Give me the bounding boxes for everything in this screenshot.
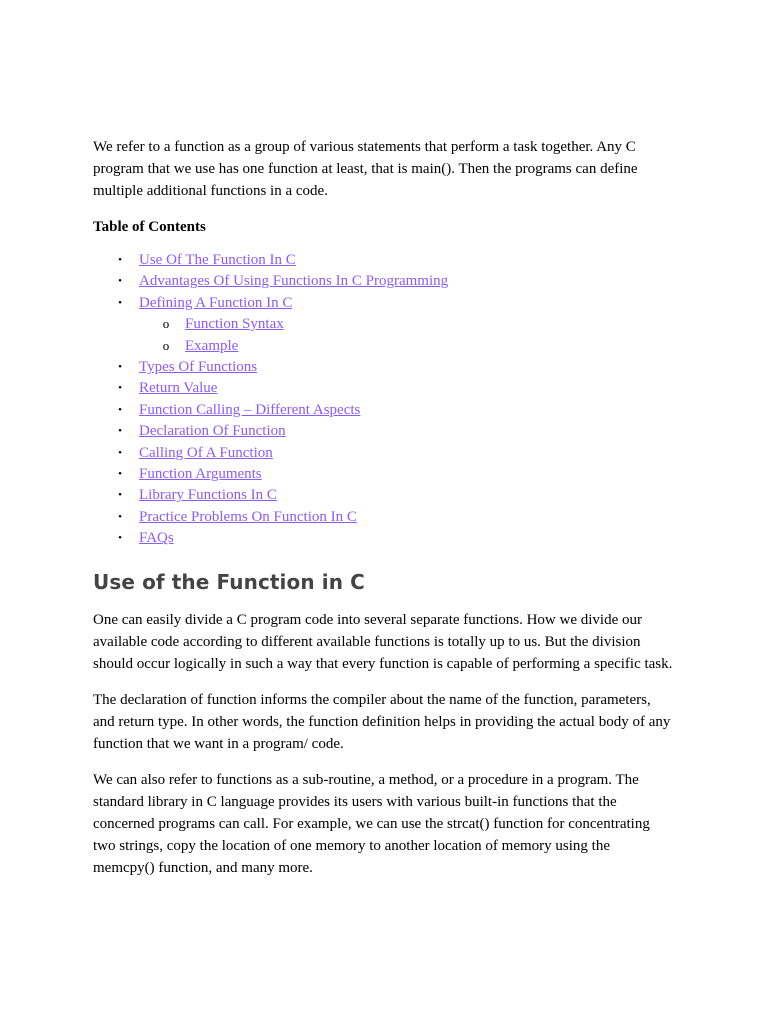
toc-link[interactable]: Function Syntax (185, 316, 284, 333)
toc-item (93, 507, 673, 528)
toc-item (93, 293, 673, 314)
toc-item (93, 400, 673, 421)
intro-paragraph: We refer to a function as a group of various statements that perform a task together. Any C program that we use has one function at least, that is main(). Then the programs can define multiple additional functions in a code. (93, 139, 638, 199)
toc-title: Table of Contents (93, 219, 206, 235)
section-paragraph-1: One can easily divide a C program code into several separate functions. How we divide our available code according to different available functions is totally up to us. But the division should occur logically in such a way that every function is capable of performing a specific task. (93, 612, 673, 673)
bullet-icon: • (118, 489, 122, 502)
toc-link[interactable]: Practice Problems On Function In C (139, 508, 357, 525)
toc-item (93, 314, 673, 335)
toc-item (93, 421, 673, 442)
toc-item (93, 336, 673, 357)
toc-item (93, 378, 673, 399)
toc-link[interactable]: Example (185, 337, 239, 354)
toc-item (93, 485, 673, 506)
toc-item (93, 443, 673, 464)
section-paragraph-2: The declaration of function informs the compiler about the name of the function, parameters, and return type. In other words, the function definition helps in providing the actual body of any function that we want in a program/ code. (93, 692, 671, 753)
toc-item (93, 528, 673, 549)
toc-link[interactable]: Function Arguments (139, 465, 262, 482)
bullet-icon: • (118, 425, 122, 438)
toc-link[interactable]: FAQs (139, 530, 174, 547)
sub-bullet-icon: o (162, 337, 170, 353)
toc-link[interactable]: Advantages Of Using Functions In C Programming (139, 273, 449, 290)
toc-item (93, 357, 673, 378)
document-page (93, 136, 673, 893)
toc-link[interactable]: Use Of The Function In C (139, 252, 296, 268)
toc-item (93, 271, 673, 292)
toc-link[interactable]: Declaration Of Function (139, 423, 286, 440)
bullet-icon: • (118, 510, 122, 523)
bullet-icon: • (118, 532, 122, 545)
bullet-icon: • (118, 296, 122, 309)
toc-item (93, 464, 673, 485)
bullet-icon: • (118, 360, 122, 373)
toc-link[interactable]: Library Functions In C (139, 487, 277, 504)
bullet-icon: • (118, 275, 122, 288)
toc-link[interactable]: Calling Of A Function (139, 444, 273, 461)
bullet-icon: • (118, 446, 122, 459)
toc-link[interactable]: Function Calling – Different Aspects (139, 401, 361, 418)
sub-bullet-icon: o (162, 316, 170, 332)
toc-link[interactable]: Return Value (139, 380, 218, 397)
section-paragraph-3: We can also refer to functions as a sub-routine, a method, or a procedure in a program. The standard library in C language provides its users with various built-in functions that the concerned programs can call. For example, we can use the strcat() function for concentrating two strings, copy the location of one memory to another location of memory using the memcpy() function, and many more. (93, 772, 650, 877)
toc-item (93, 250, 673, 271)
bullet-icon: • (118, 254, 122, 266)
toc-link[interactable]: Defining A Function In C (139, 294, 293, 311)
toc-link[interactable]: Types Of Functions (139, 358, 258, 375)
bullet-icon: • (118, 382, 122, 395)
bullet-icon: • (118, 467, 122, 480)
section-heading: Use of the Function in C (93, 570, 365, 595)
bullet-icon: • (118, 403, 122, 416)
table-of-contents (93, 250, 673, 549)
